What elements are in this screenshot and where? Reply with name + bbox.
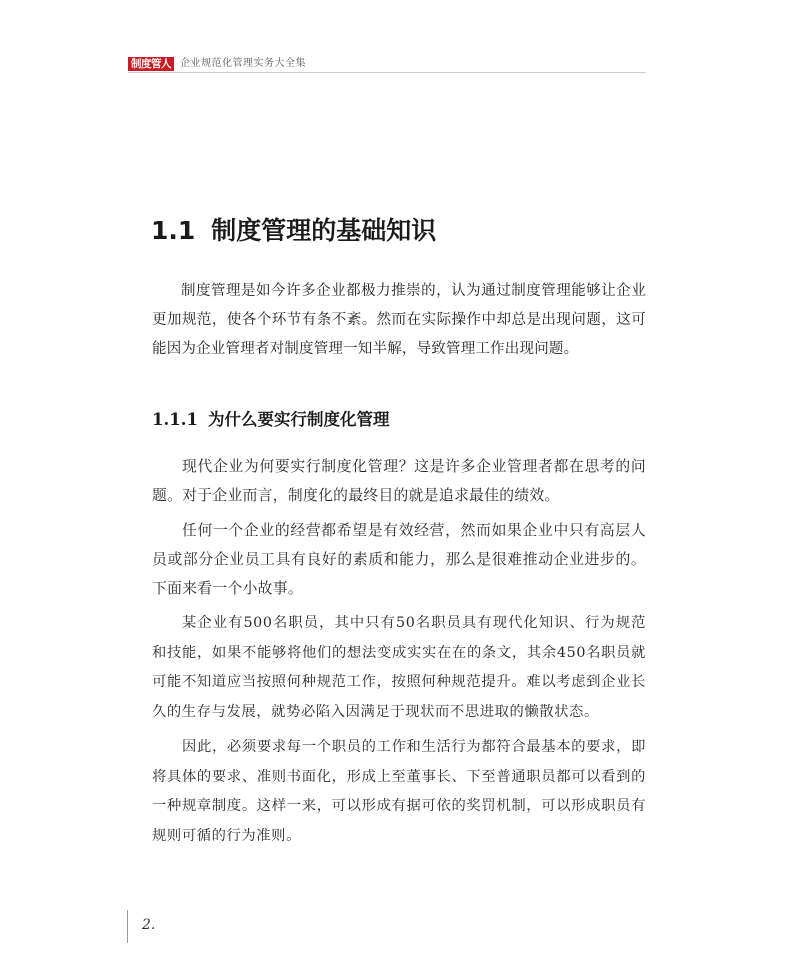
page-number: 2. — [142, 917, 156, 933]
body-paragraph: 任何一个企业的经营都希望是有效经营，然而如果企业中只有高层人员或部分企业员工具有良好的素质和能力，那么是很难推动企业进步的。下面来看一个小故事。 — [152, 522, 646, 597]
section-intro: 制度管理是如今许多企业都极力推崇的，认为通过制度管理能够让企业更加规范，使各个环节有条不紊。然而在实际操作中却总是出现问题，这可能因为企业管理者对制度管理一知半解，导致管理工作出现问题。 — [152, 283, 646, 357]
section-title: 制度管理的基础知识 — [211, 216, 437, 245]
section-heading — [151, 212, 436, 250]
footer-rule — [127, 910, 128, 943]
running-header — [128, 56, 646, 73]
story-paragraph: 因此，必须要求每一个职员的工作和生活行为都符合最基本的要求，即将具体的要求、准则书面化，形成上至董事长、下至普通职员都可以看到的一种规章制度。这样一来，可以形成有据可依的奖罚机制，可以形成职员有规则可循的行为准则。 — [152, 739, 646, 844]
book-title: 企业规范化管理实务大全集 — [180, 58, 306, 69]
body-paragraph: 现代企业为何要实行制度化管理？这是许多企业管理者都在思考的问题。对于企业而言，制度化的最终目的就是追求最佳的绩效。 — [152, 458, 646, 504]
section-number: 1.1 — [151, 216, 196, 245]
subsection-heading — [152, 407, 389, 433]
brand-logo: 制度管人 — [128, 57, 174, 71]
subsection-number: 1.1.1 — [152, 410, 198, 429]
subsection-title: 为什么要实行制度化管理 — [207, 410, 390, 429]
story-paragraph: 某企业有500名职员，其中只有50名职员具有现代化知识、行为规范和技能，如果不能够将他们的想法变成实实在在的条文，其余450名职员就可能不知道应当按照何种规范工作，按照何种规范提升。难以考虑到企业长久的生存与发展，就势必陷入因满足于现状而不思进取的懒散状态。 — [152, 615, 646, 720]
